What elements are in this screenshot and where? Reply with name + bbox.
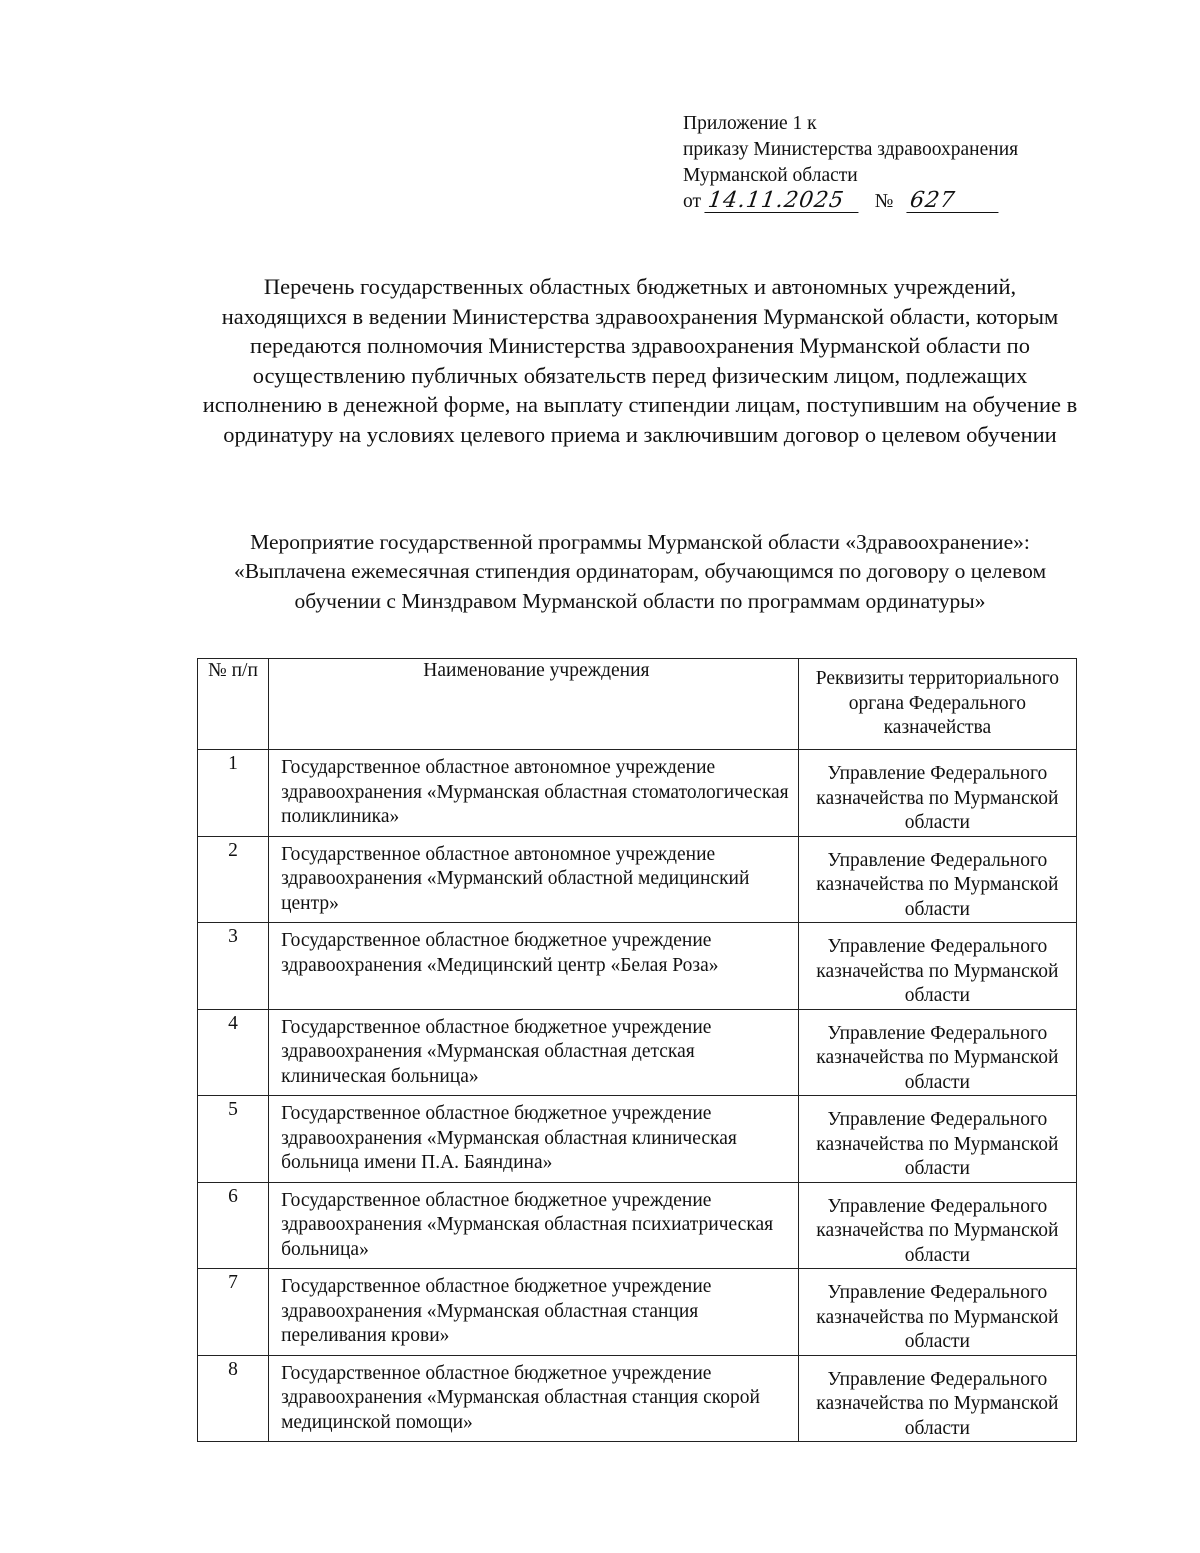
treasury-requisites: Управление Федерального казначейства по Мурманской области	[798, 923, 1076, 1010]
row-number: 5	[198, 1096, 269, 1183]
appendix-line-3: Мурманской области	[683, 165, 858, 186]
program-subtitle: Мероприятие государственной программы Мурманской области «Здравоохранение»: «Выплачена ежемесячная стипендия ординаторам, обучающимся по договору о целевом обучении с Минздравом Мурманской области по программам ординатуры»	[233, 530, 1047, 613]
table-row	[198, 1269, 1077, 1356]
treasury-requisites: Управление Федерального казначейства по Мурманской области	[798, 1009, 1076, 1096]
header-requisites: Реквизиты территориального органа Федерального казначейства	[798, 659, 1076, 750]
institution-name: Государственное областное бюджетное учреждение здравоохранения «Мурманская областная клиническая больница имени П.А. Баяндина»	[269, 1096, 799, 1183]
handwritten-date: 14.11.2025	[704, 190, 861, 213]
institution-name: Государственное областное автономное учреждение здравоохранения «Мурманская областная стоматологическая поликлиника»	[269, 750, 799, 837]
treasury-requisites: Управление Федерального казначейства по Мурманской области	[798, 1182, 1076, 1269]
table-header-row	[198, 659, 1077, 750]
appendix-line-1: Приложение 1 к	[683, 113, 817, 134]
appendix-line-2: приказу Министерства здравоохранения	[683, 139, 1019, 160]
number-label: №	[874, 191, 894, 212]
table-row	[198, 1096, 1077, 1183]
institution-name: Государственное областное бюджетное учреждение здравоохранения «Медицинский центр «Белая Роза»	[269, 923, 799, 1010]
institution-name: Государственное областное автономное учреждение здравоохранения «Мурманский областной медицинский центр»	[269, 836, 799, 923]
treasury-requisites: Управление Федерального казначейства по Мурманской области	[798, 1096, 1076, 1183]
row-number: 1	[198, 750, 269, 837]
table-row	[198, 1009, 1077, 1096]
row-number: 6	[198, 1182, 269, 1269]
row-number: 3	[198, 923, 269, 1010]
header-num: № п/п	[198, 659, 269, 750]
appendix-header	[683, 111, 1018, 215]
treasury-requisites: Управление Федерального казначейства по Мурманской области	[798, 750, 1076, 837]
table-row	[198, 836, 1077, 923]
header-name: Наименование учреждения	[269, 659, 799, 750]
treasury-requisites: Управление Федерального казначейства по Мурманской области	[798, 1355, 1076, 1442]
handwritten-number: 627	[907, 190, 1002, 213]
document-title: Перечень государственных областных бюджетных и автономных учреждений, находящихся в ведении Министерства здравоохранения Мурманской области, которым передаются полномочия Министерства здравоохранения Мурманской области по осуществлению публичных обязательств перед физическим лицом, подлежащих исполнению в денежной форме, на выплату стипендии лицам, поступившим на обучение в ординатуру на условиях целевого приема и заключившим договор о целевом обучении	[202, 274, 1078, 447]
institution-name: Государственное областное бюджетное учреждение здравоохранения «Мурманская областная психиатрическая больница»	[269, 1182, 799, 1269]
table-body	[198, 750, 1077, 1442]
from-label: от	[683, 191, 702, 212]
institution-name: Государственное областное бюджетное учреждение здравоохранения «Мурманская областная детская клиническая больница»	[269, 1009, 799, 1096]
institutions-table	[197, 658, 1077, 1442]
order-date-number-line	[683, 189, 1018, 215]
institution-name: Государственное областное бюджетное учреждение здравоохранения «Мурманская областная станция скорой медицинской помощи»	[269, 1355, 799, 1442]
table-row	[198, 1182, 1077, 1269]
treasury-requisites: Управление Федерального казначейства по Мурманской области	[798, 836, 1076, 923]
table-row	[198, 1355, 1077, 1442]
row-number: 7	[198, 1269, 269, 1356]
row-number: 2	[198, 836, 269, 923]
treasury-requisites: Управление Федерального казначейства по Мурманской области	[798, 1269, 1076, 1356]
table-row	[198, 923, 1077, 1010]
institution-name: Государственное областное бюджетное учреждение здравоохранения «Мурманская областная станция переливания крови»	[269, 1269, 799, 1356]
table-row	[198, 750, 1077, 837]
row-number: 8	[198, 1355, 269, 1442]
row-number: 4	[198, 1009, 269, 1096]
